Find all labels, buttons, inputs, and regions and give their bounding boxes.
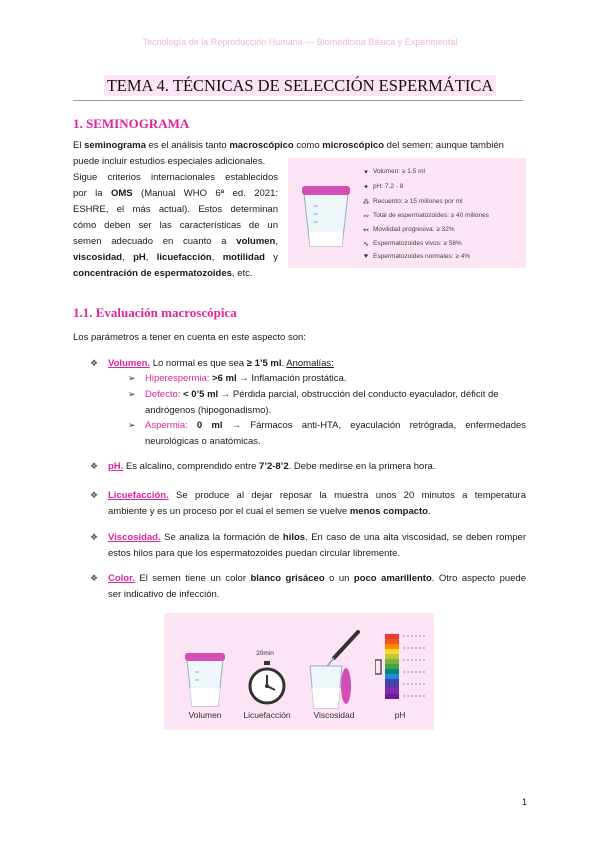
item-color-cont: ser indicativo de infección. — [108, 589, 220, 600]
stat-total: Total de espermatozoides: ≥ 40 millones — [373, 212, 489, 219]
stat-morphology: Espermatozoides normales: ≥ 4% — [373, 253, 471, 260]
viscosity-cup-pipette-icon — [306, 628, 362, 710]
bullet-icon: ❖ — [90, 490, 99, 500]
stat-volume: Volumen: ≥ 1.5 ml — [373, 168, 425, 175]
figure-label-viscosidad: Viscosidad — [313, 710, 355, 720]
para-line-2: puede incluir estudios especiales adicionales. — [73, 156, 266, 167]
item-ph: pH. Es alcalino, comprendido entre 7’2-8’2. Debe medirse en la primera hora. — [108, 461, 436, 472]
item-licuefaccion: Licuefacción. Se produce al dejar reposar la muestra unos 20 minutos a temperatura — [108, 490, 526, 501]
item-defecto: Defecto: < 0’5 ml → Pérdida parcial, obstrucción del conducto eyaculador, déficit de — [145, 389, 499, 400]
section-heading-macroscopica: 1.1. Evaluación macroscópica — [73, 305, 237, 320]
arrow-icon: ➢ — [128, 389, 136, 399]
vitality-icon: ∿ — [363, 241, 369, 248]
bullet-icon: ❖ — [90, 532, 99, 542]
volume-cup-icon — [184, 650, 226, 708]
sample-cup-icon — [300, 180, 352, 250]
stat-ph: pH: 7.2 - 8 — [373, 183, 404, 190]
stat-motility: Movilidad progresiva: ≥ 32% — [373, 226, 455, 233]
stopwatch-icon — [247, 660, 287, 706]
para-line-1: El seminograma es el análisis tanto macroscópico como microscópico del semen; aunque también — [73, 140, 504, 151]
motility-icon: ↢ — [363, 227, 369, 234]
title-divider — [73, 100, 523, 101]
count-icon: ⁂ — [362, 199, 370, 206]
figure-label-volumen: Volumen — [188, 710, 222, 720]
para-line-3: Sigue criterios internacionales establecidos — [73, 172, 278, 183]
bullet-icon: ❖ — [90, 461, 99, 471]
running-header: Tecnología de la Reproducción Humana — Biomedicina Básica y Experimental — [142, 37, 458, 47]
stat-count: Recuento: ≥ 15 millones por ml — [373, 198, 463, 205]
section-heading-seminograma: 1. SEMINOGRAMA — [73, 116, 190, 131]
page-number: 1 — [522, 797, 528, 807]
cup-icon: ▾ — [364, 169, 368, 176]
para-line-4: por la OMS (Manual WHO 6ª ed. 2021: — [73, 188, 279, 199]
para-line-9: concentración de espermatozoides, etc. — [73, 268, 253, 279]
timer-label: 20min — [256, 650, 274, 657]
figure-label-licuefaccion: Licuefacción — [243, 710, 291, 720]
total-icon: ∾ — [363, 213, 369, 220]
heart-icon: ♥ — [363, 253, 369, 260]
item-aspermia: Aspermia: 0 ml → Fármacos anti-HTA, eyaculación retrógrada, enfermedades — [145, 420, 527, 431]
item-color: Color. El semen tiene un color blanco grisáceo o un poco amarillento. Otro aspecto puede — [108, 573, 526, 584]
arrow-icon: ➢ — [128, 373, 136, 383]
arrow-icon: ➢ — [128, 420, 136, 430]
item-viscosidad: Viscosidad. Se analiza la formación de hilos. En caso de una alta viscosidad, se deben romper — [108, 532, 527, 543]
para-line-7: semen adecuado en cuanto a volumen, — [73, 236, 278, 247]
item-volumen: Volumen. Lo normal es que sea ≥ 1’5 ml. Anomalías: — [108, 358, 334, 369]
page-title: TEMA 4. TÉCNICAS DE SELECCIÓN ESPERMÁTICA — [0, 76, 600, 96]
bullet-icon: ❖ — [90, 358, 99, 368]
item-hiperespermia: Hiperespermia: >6 ml → Inflamación prostática. — [145, 373, 347, 384]
ph-scale-icon — [375, 634, 431, 710]
item-aspermia-cont: neurológicas o anatómicas. — [145, 436, 261, 447]
para-line-5: ESHRE, el más actual). Estos determinan — [73, 204, 278, 215]
para-line-8: viscosidad, pH, licuefacción, motilidad y — [73, 252, 279, 263]
item-viscosidad-cont: estos hilos para que los espermatozoides puedan circular libremente. — [108, 548, 401, 559]
item-licuefaccion-cont: ambiente y es un proceso por el cual el semen se vuelve menos compacto. — [108, 506, 431, 517]
bullet-icon: ❖ — [90, 573, 99, 583]
para-line-6: cómo deben ser las características de un — [73, 220, 278, 231]
intro-text: Los parámetros a tener en cuenta en este aspecto son: — [73, 332, 306, 343]
figure-label-ph: pH — [394, 710, 406, 720]
ph-icon: ✦ — [363, 184, 369, 191]
stat-vitality: Espermatozoides vivos: ≥ 58% — [373, 240, 462, 247]
item-defecto-cont: andrógenos (hipogonadismo). — [145, 405, 272, 416]
